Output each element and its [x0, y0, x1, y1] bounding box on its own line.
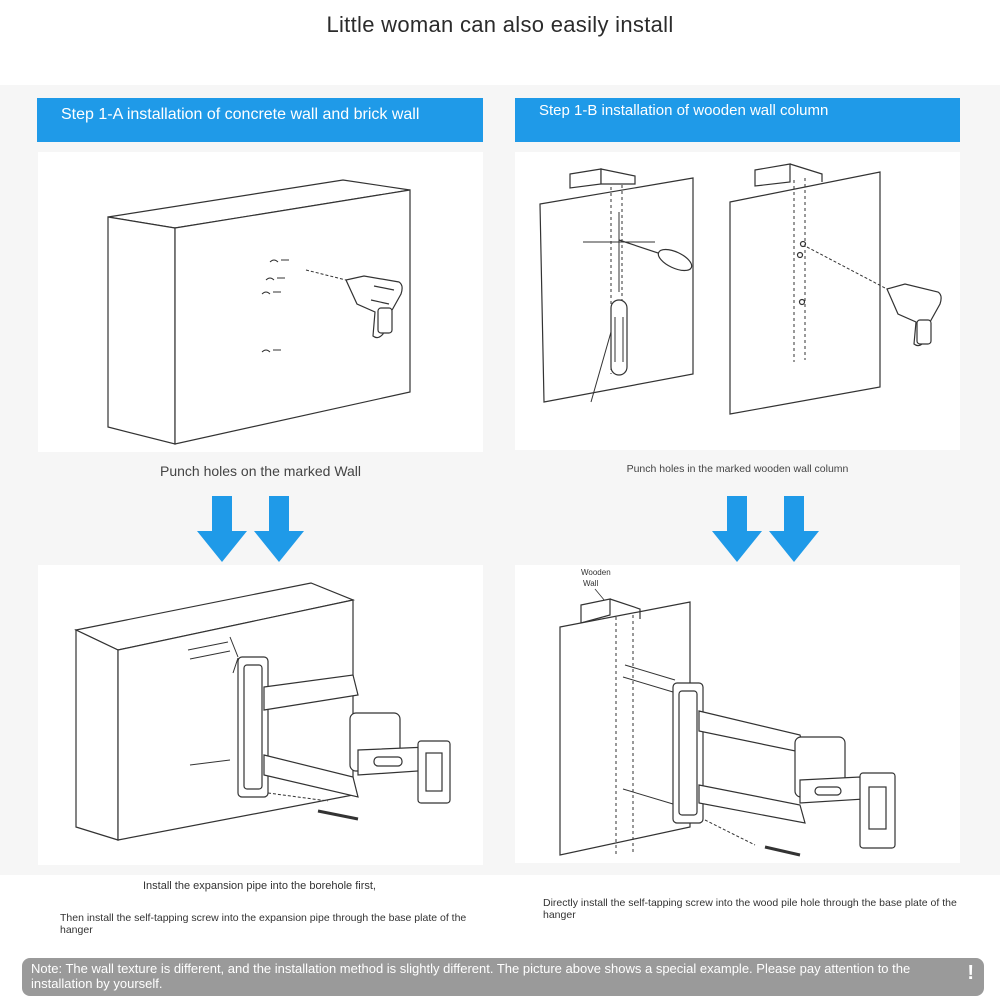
step-1a-caption: Punch holes on the marked Wall [159, 463, 362, 479]
step-1a-first-instruction: Install the expansion pipe into the borehole first, [143, 880, 376, 892]
page-title: Little woman can also easily install [326, 12, 674, 37]
wooden-wall-label: Wooden [581, 568, 611, 577]
concrete-wall-bracket-illustration [38, 565, 483, 865]
down-arrow-icon [197, 496, 307, 569]
down-arrow-icon [712, 496, 822, 569]
step-1b-caption: Punch holes in the marked wooden wall column [626, 463, 849, 475]
step-1b-instruction: Directly install the self-tapping screw into the wood pile hole through the base plate of the hanger [543, 897, 957, 921]
concrete-wall-drilling-illustration [38, 152, 483, 452]
step-1a-banner: Step 1-A installation of concrete wall and brick wall [37, 98, 483, 142]
wooden-wall-bracket-illustration [515, 565, 960, 863]
step-1b-banner: Step 1-B installation of wooden wall column [515, 98, 960, 142]
step-1a-then-instruction: Then install the self-tapping screw into the expansion pipe through the base plate of the hanger [60, 912, 467, 936]
note-text: Note: The wall texture is different, and the installation method is slightly different. The picture above shows a special example. Please pay attention to the installation by yourself. [31, 961, 911, 991]
exclamation-icon: ! [967, 962, 974, 984]
wooden-column-drilling-illustration [515, 152, 960, 450]
wooden-wall-label: Wall [583, 579, 599, 588]
note-bar [22, 958, 984, 996]
